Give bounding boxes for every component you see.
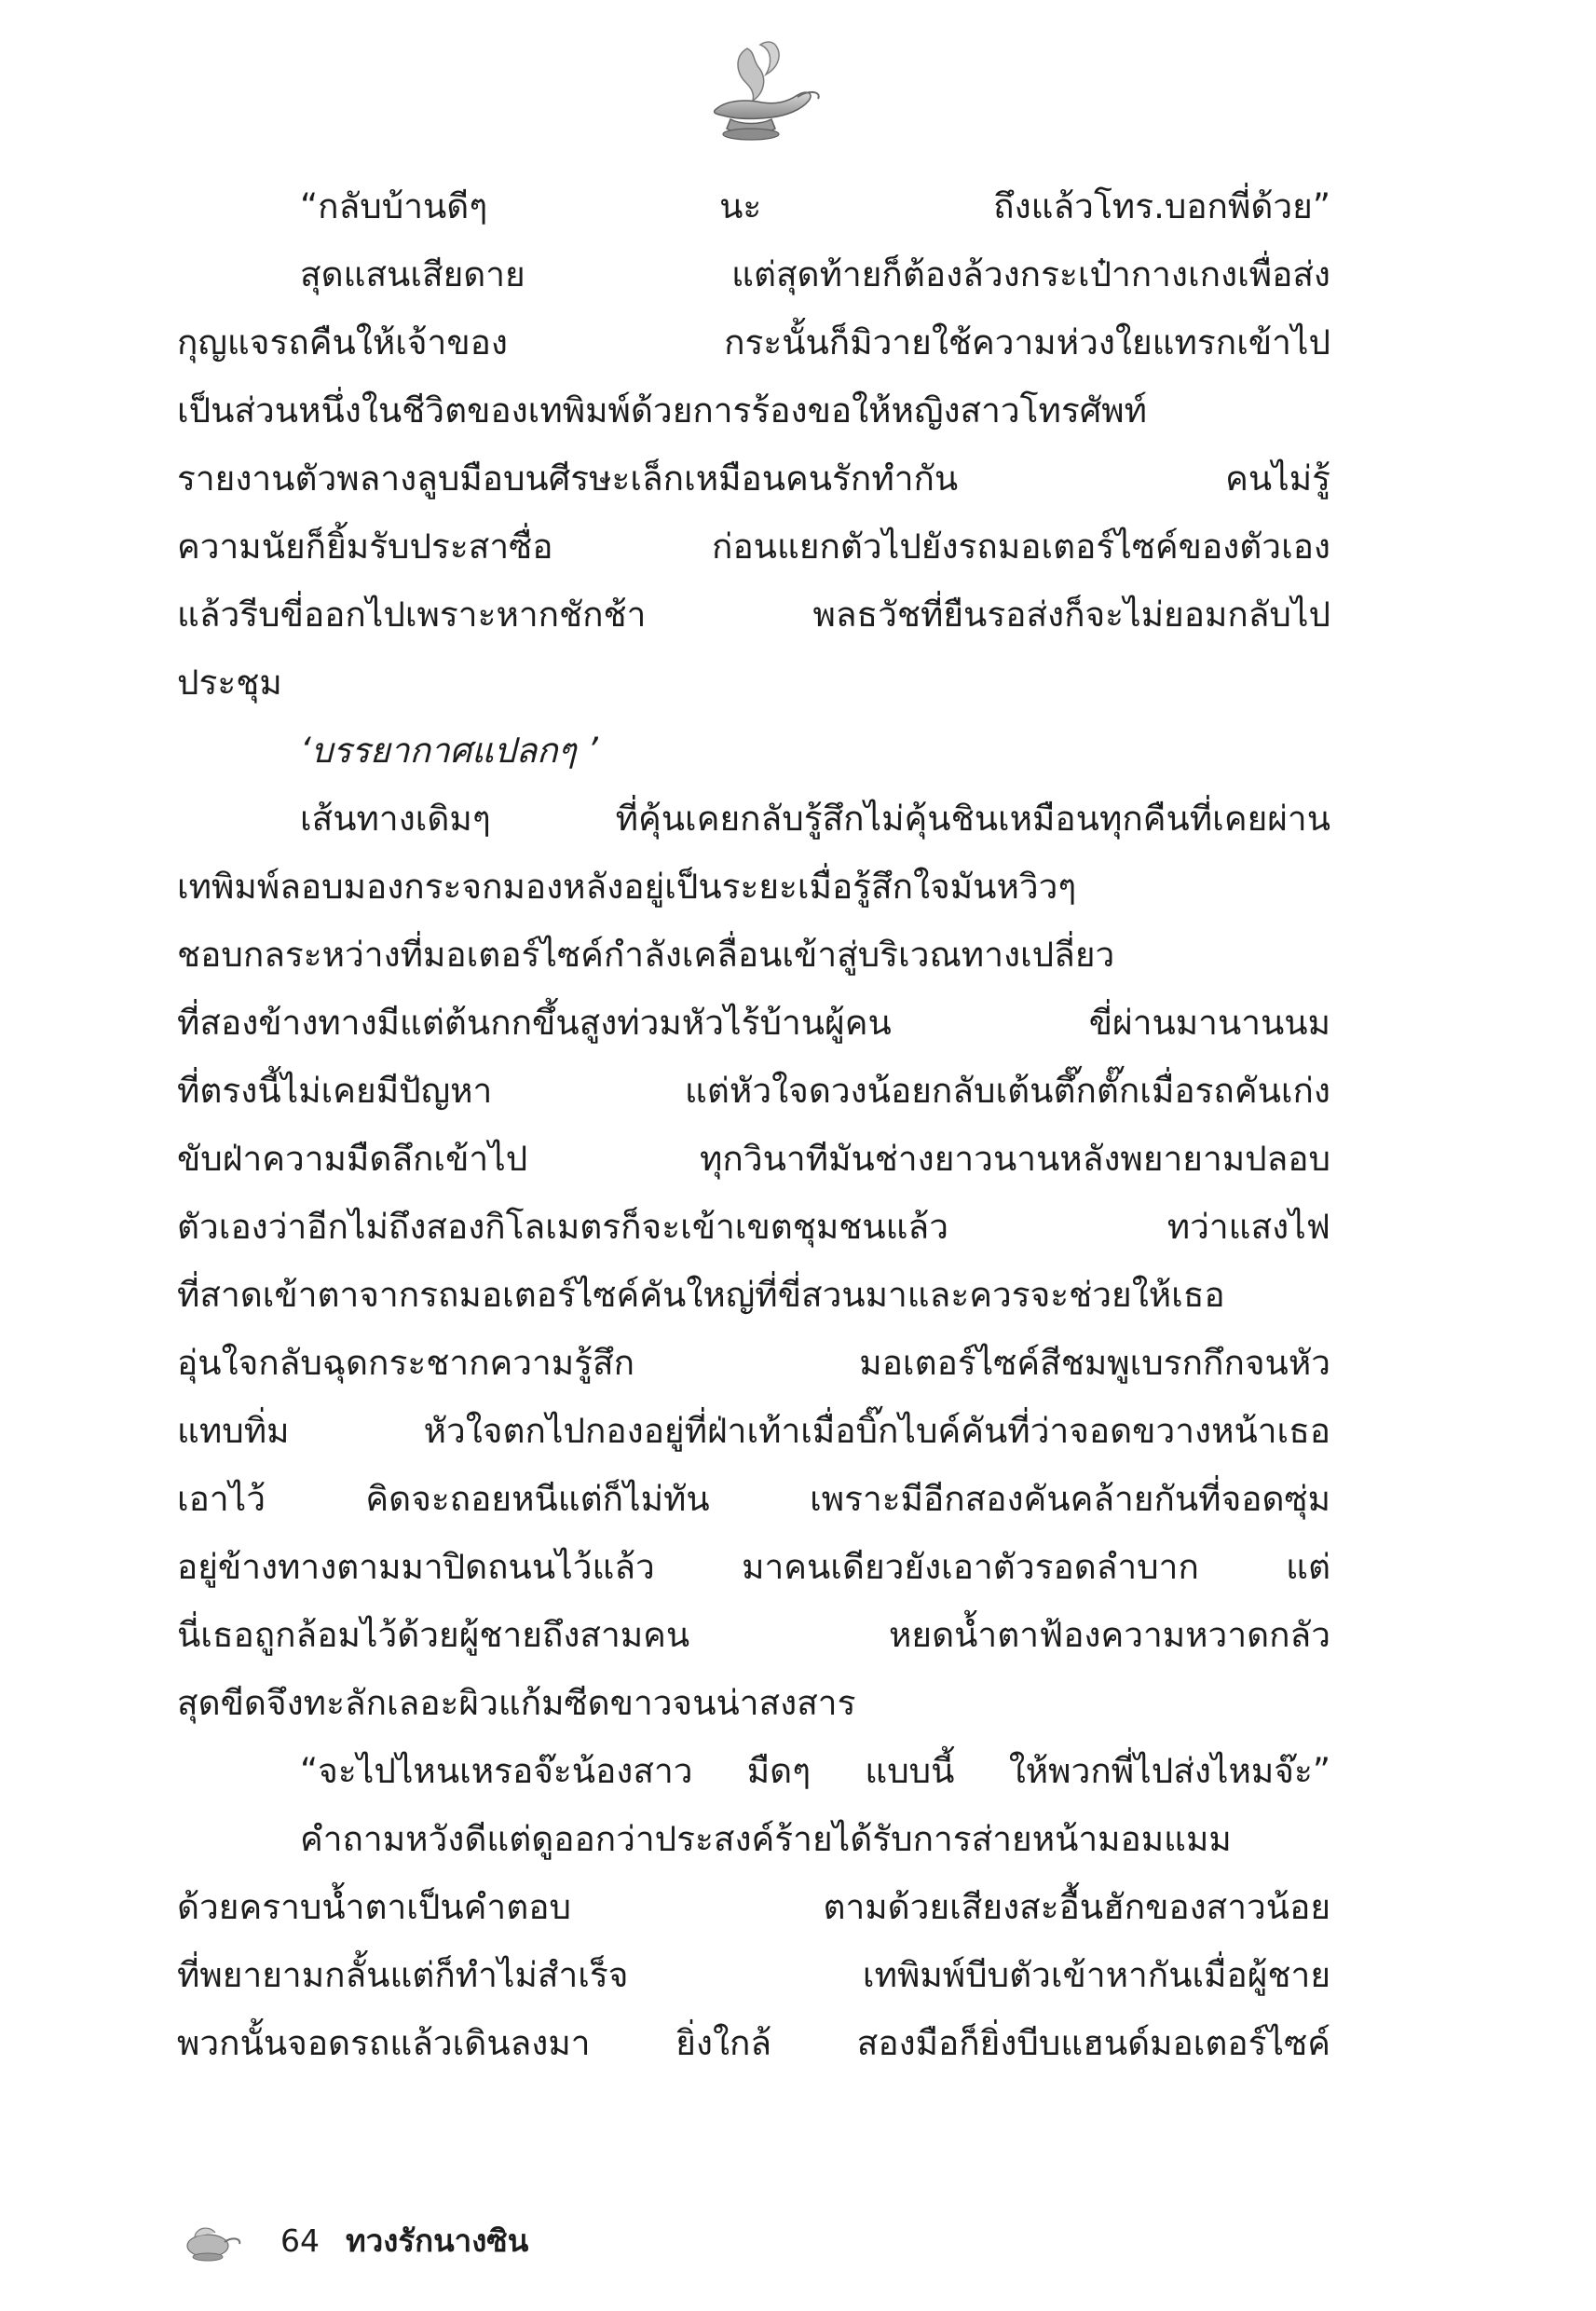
genie-lamp-icon [689, 37, 829, 149]
text-line: “จะไปไหนเหรอจ๊ะน้องสาว มืดๆ แบบนี้ ให้พวกพี่ไปส่งไหมจ๊ะ” [300, 1751, 1330, 1791]
genie-lamp-icon [182, 2218, 247, 2263]
text-line: อยู่ข้างทางตามมาปิดถนนไว้แล้ว มาคนเดียวยังเอาตัวรอดลำบาก แต่ [177, 1547, 1330, 1587]
book-title: ทวงรักนางซิน [346, 2222, 529, 2259]
text-line: ที่ตรงนี้ไม่เคยมีปัญหา แต่หัวใจดวงน้อยกลับเต้นตึ๊กตั๊กเมื่อรถคันเก่ง [177, 1071, 1330, 1111]
text-line: “กลับบ้านดีๆ นะ ถึงแล้วโทร.บอกพี่ด้วย” [300, 186, 1330, 226]
text-line: เป็นส่วนหนึ่งในชีวิตของเทพิมพ์ด้วยการร้องขอให้หญิงสาวโทรศัพท์ [177, 390, 1148, 431]
text-line: กุญแจรถคืนให้เจ้าของ กระนั้นก็มิวายใช้ความห่วงใยแทรกเข้าไป [177, 322, 1330, 362]
text-line: สุดแสนเสียดาย แต่สุดท้ายก็ต้องล้วงกระเป๋ากางเกงเพื่อส่ง [300, 254, 1330, 294]
text-line: เส้นทางเดิมๆ ที่คุ้นเคยกลับรู้สึกไม่คุ้นชินเหมือนทุกคืนที่เคยผ่าน [300, 799, 1330, 839]
text-line: คำถามหวังดีแต่ดูออกว่าประสงค์ร้ายได้รับการส่ายหน้ามอมแมม [300, 1819, 1232, 1859]
text-line: ที่สาดเข้าตาจากรถมอเตอร์ไซค์คันใหญ่ที่ขี่สวนมาและควรจะช่วยให้เธอ [177, 1275, 1225, 1315]
text-line: เอาไว้ คิดจะถอยหนีแต่ก็ไม่ทัน เพราะมีอีกสองคันคล้ายกันที่จอดซุ่ม [177, 1479, 1330, 1519]
text-line: อุ่นใจกลับฉุดกระชากความรู้สึก มอเตอร์ไซค์สีชมพูเบรกกึกจนหัว [177, 1343, 1330, 1383]
text-line: แล้วรีบขี่ออกไปเพราะหากชักช้า พลธวัชที่ยืนรอส่งก็จะไม่ยอมกลับไป [177, 595, 1330, 635]
text-line: แทบทิ่ม หัวใจตกไปกองอยู่ที่ฝ่าเท้าเมื่อบิ๊กไบค์คันที่ว่าจอดขวางหน้าเธอ [177, 1411, 1330, 1451]
text-line: ความนัยก็ยิ้มรับประสาซื่อ ก่อนแยกตัวไปยังรถมอเตอร์ไซค์ของตัวเอง [177, 526, 1330, 567]
page-number: 64 [280, 2222, 320, 2259]
body-text [177, 172, 1330, 2077]
text-line: เทพิมพ์ลอบมองกระจกมองหลังอยู่เป็นระยะเมื่อรู้สึกใจมันหวิวๆ [177, 867, 1077, 907]
text-line: ด้วยคราบน้ำตาเป็นคำตอบ ตามด้วยเสียงสะอื้นฮักของสาวน้อย [177, 1887, 1330, 1927]
text-line: ‘บรรยากาศแปลกๆ ’ [300, 731, 598, 771]
text-line: สุดขีดจึงทะลักเลอะผิวแก้มซีดขาวจนน่าสงสาร [177, 1683, 856, 1723]
text-line: นี่เธอถูกล้อมไว้ด้วยผู้ชายถึงสามคน หยดน้ำตาฟ้องความหวาดกลัว [177, 1615, 1330, 1655]
text-line: ที่พยายามกลั้นแต่ก็ทำไม่สำเร็จ เทพิมพ์บีบตัวเข้าหากันเมื่อผู้ชาย [177, 1955, 1330, 1995]
text-line: ประชุม [177, 663, 282, 703]
text-line: ที่สองข้างทางมีแต่ต้นกกขึ้นสูงท่วมหัวไร้บ้านผู้คน ขี่ผ่านมานานนม [177, 1003, 1330, 1043]
text-line: ขับฝ่าความมืดลึกเข้าไป ทุกวินาทีมันช่างยาวนานหลังพยายามปลอบ [177, 1139, 1330, 1179]
text-line: พวกนั้นจอดรถแล้วเดินลงมา ยิ่งใกล้ สองมือก็ยิ่งบีบแฮนด์มอเตอร์ไซค์ [177, 2023, 1330, 2063]
text-line: ชอบกลระหว่างที่มอเตอร์ไซค์กำลังเคลื่อนเข้าสู่บริเวณทางเปลี่ยว [177, 935, 1115, 975]
text-line: ตัวเองว่าอีกไม่ถึงสองกิโลเมตรก็จะเข้าเขตชุมชนแล้ว ทว่าแสงไฟ [177, 1207, 1330, 1247]
text-line: รายงานตัวพลางลูบมือบนศีรษะเล็กเหมือนคนรักทำกัน คนไม่รู้ [177, 458, 1330, 499]
page-footer [182, 2216, 528, 2264]
